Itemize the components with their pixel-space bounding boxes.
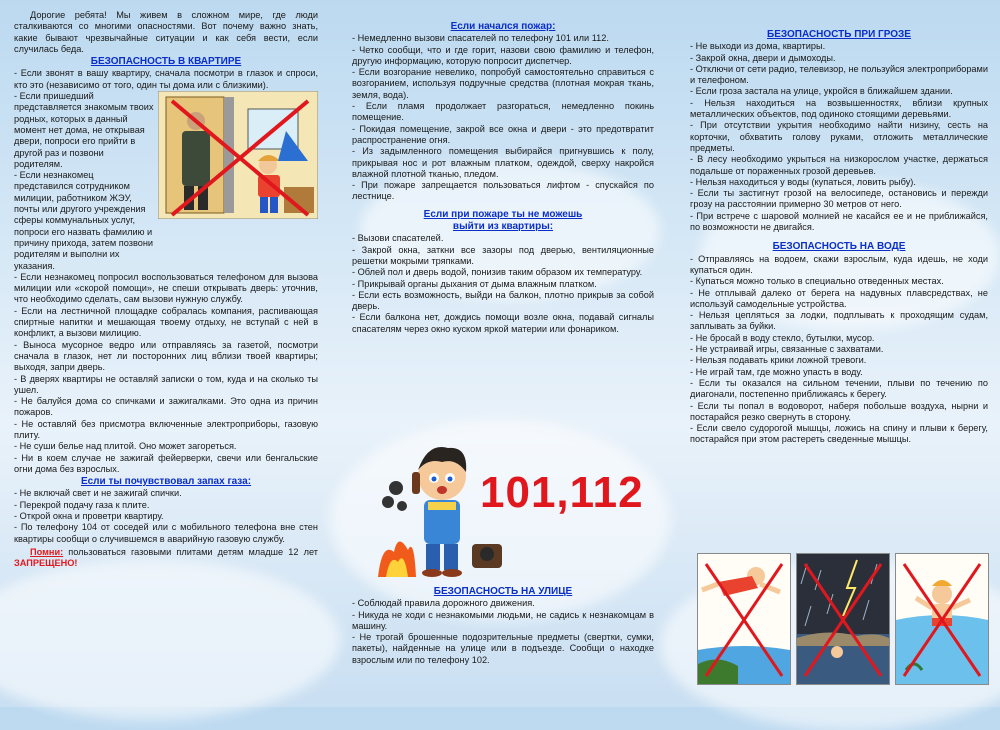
storm-item: - Если гроза застала на улице, укройся в ближайшем здании. — [690, 86, 953, 97]
cant-exit-item: - Вызови спасателей. — [352, 233, 444, 244]
cant-exit-item: - Если балкона нет, дождись помощи возле окна, подавай сигналы спасателям через окно куском яркой материи или фонариком. — [352, 312, 654, 334]
fire-item: - При пожаре запрещается пользоваться лифтом - спускайся по лестнице. — [352, 180, 654, 202]
water-item: - Если ты попал в водоворот, наберя побольше воздуха, нырни и постарайся резко свернуть в сторону. — [690, 400, 988, 422]
remember-label: Помни: — [30, 546, 64, 557]
column-fire-safety — [352, 20, 654, 335]
home-item: - Если незнакомец представился сотрудником милиции, работником ЖЭУ, почты или другого учреждения сферы коммунальных услуг, попроси его назвать фамилию и причину прихода, затем позвони родителям и выполни их указания. — [14, 170, 154, 271]
home-item: - Не суши белье над плитой. Оно может загореться. — [14, 441, 237, 452]
home-item: - Не оставляй без присмотра включенные электроприборы, газовую плиту. — [14, 418, 318, 440]
storm-item: - Если ты застигнут грозой на велосипеде, остановись и пережди грозу на расстоянии примерно 30 метров от него. — [690, 188, 988, 210]
cant-exit-title-line2: выйти из квартиры: — [452, 221, 554, 233]
storm-item: - При встрече с шаровой молнией не касайся ее и не приближайся, по возможности не двигайся. — [690, 210, 988, 233]
fire-item: - Из задымленного помещения выбирайся пригнувшись к полу, прикрывая нос и рот влажным платком, одеждой, сверху накройся влажной плотной тканью, пледом. — [352, 146, 654, 179]
home-item: - Если на лестничной площадке собралась компания, распивающая спиртные напитки и мешающая твоему отдыху, не вступай с ней в конфликт, а вызови милицию. — [14, 305, 318, 339]
home-items-narrow — [14, 91, 154, 272]
swimming-forbidden-picture — [895, 553, 989, 685]
water-item: - Не устраивай игры, связанные с захватами. — [690, 344, 884, 355]
remember-note — [14, 547, 318, 570]
home-items-with-picture — [14, 91, 318, 272]
home-item: - Если звонят в вашу квартиру, сначала посмотри в глазок и спроси, кто это (независимо от того, один ты дома или с близкими). — [14, 68, 318, 90]
water-item: - Купаться можно только в специально отведенных местах. — [690, 276, 944, 287]
storm-item: - Нельзя находиться у воды (купаться, ловить рыбу). — [690, 176, 916, 187]
fire-item: - Немедленно вызови спасателей по телефону 101 или 112. — [352, 33, 609, 44]
home-item: - В дверях квартиры не оставляй записки о том, куда и на сколько ты ушел. — [14, 373, 318, 395]
fire-item: - Четко сообщи, что и где горит, назови свою фамилию и телефон, другую информацию, которую попросит диспетчер. — [352, 44, 654, 66]
storm-on-water-picture — [796, 553, 890, 685]
storm-scene-illustration — [797, 554, 889, 684]
cant-exit-item: - Если есть возможность, выйди на балкон, плотно прикрыв за собой дверь. — [352, 289, 654, 312]
storm-item: - Нельзя находиться на возвышенностях, вблизи крупных металлических объектов, под одиноко стоящими деревьями. — [690, 97, 988, 120]
column-home-safety — [14, 10, 318, 570]
gas-item: - По телефону 104 от соседей или с мобильного телефона вне стен квартиры сообщи о случившемся в аварийную газовую службу. — [14, 522, 318, 544]
storm-title: БЕЗОПАСНОСТЬ ПРИ ГРОЗЕ — [767, 29, 911, 40]
fire-item: - Покидая помещение, закрой все окна и двери - это предотвратит распространение огня. — [352, 123, 654, 145]
home-item: - Ни в коем случае не зажигай фейерверки, свечи или бенгальские огни дома без взрослых. — [14, 452, 318, 474]
gas-item: - Открой окна и проветри квартиру. — [14, 511, 164, 522]
water-item: - Нельзя подавать крики ложной тревоги. — [690, 355, 867, 366]
gas-smell-title: Если ты почувствовал запах газа: — [80, 476, 252, 488]
stranger-at-door-picture — [158, 91, 318, 272]
swimming-scene-illustration — [896, 554, 988, 684]
water-item: - Отправляясь на водоем, скажи взрослым, куда идешь, не ходи купаться один. — [690, 253, 988, 275]
storm-item: - В лесу необходимо укрыться на низкорослом участке, держаться подальше от пораженных грозой деревьев. — [690, 154, 988, 176]
home-item: - Если незнакомец попросил воспользоваться телефоном для вызова милиции или «скорой помощи», не спеши открывать дверь: уточнив, что необходимо сделать, сам вызови нужную службу. — [14, 271, 318, 305]
forbidden-text: ЗАПРЕЩЕНО! — [14, 558, 78, 569]
gas-item: - Не включай свет и не зажигай спички. — [14, 488, 182, 499]
gas-item: - Перекрой подачу газа к плите. — [14, 499, 150, 510]
water-item: - Нельзя цепляться за лодки, подплывать к проходящим судам, заплывать за буйки. — [690, 310, 988, 332]
water-item: - Если ты оказался на сильном течении, плыви по течению по диагонали, постепенно приближаясь к берегу. — [690, 377, 988, 400]
street-title: БЕЗОПАСНОСТЬ НА УЛИЦЕ — [433, 586, 573, 597]
water-item: - Не играй там, где можно упасть в воду. — [690, 366, 863, 377]
cant-exit-item: - Прикрывай органы дыхания от дыма влажным платком. — [352, 278, 597, 289]
street-safety-section — [352, 585, 654, 666]
diving-scene-illustration — [698, 554, 790, 684]
diving-forbidden-picture — [697, 553, 791, 685]
water-item: - Не отплывай далеко от берега на надувных плавсредствах, не используй самодельные устройства. — [690, 287, 988, 309]
door-scene-illustration — [158, 91, 318, 219]
emergency-numbers: 101,112 — [480, 468, 644, 517]
water-title: БЕЗОПАСНОСТЬ НА ВОДЕ — [772, 241, 906, 253]
intro-text: Дорогие ребята! Мы живем в сложном мире, где люди сталкиваются со многими опасностями. Вот почему важно знать, какие бывают чрезвычайные ситуации и как себя вести, если случилась беда. — [14, 10, 318, 54]
fire-item: - Если пламя продолжает разгораться, немедленно покинь помещение. — [352, 101, 654, 123]
fire-title: Если начался пожар: — [450, 21, 556, 32]
home-item: - Выноса мусорное ведро или отправляясь за газетой, посмотри сначала в глазок, нет ли посторонних лиц вблизи твоей квартиры; выходя, запри дверь. — [14, 339, 318, 373]
storm-item: - Отключи от сети радио, телевизор, не пользуйся электроприборами и телефоном. — [690, 63, 988, 86]
home-item: - Если пришедший представляется знакомым твоих родных, которых в данный момент нет дома, не открывая двери, попроси его прийти в другой раз и позвони родителям. — [14, 91, 154, 169]
home-safety-title: БЕЗОПАСНОСТЬ В КВАРТИРЕ — [90, 56, 242, 68]
column-storm-water-safety — [690, 28, 988, 446]
cant-exit-item: - Закрой окна, заткни все зазоры под дверью, вентиляционные решетки мокрыми тряпками. — [352, 244, 654, 266]
cant-exit-item: - Облей пол и дверь водой, понизив таким образом их температуру. — [352, 267, 643, 278]
remember-text: пользоваться газовыми плитами детям младше 12 лет — [63, 546, 318, 557]
water-item: - Если свело судорогой мышцы, ложись на спину и плыви к берегу, постарайся при этом растереть сведенные мышцы. — [690, 423, 988, 445]
cloud — [0, 560, 340, 720]
home-item: - Не балуйся дома со спичками и зажигалками. Это одна из причин пожаров. — [14, 396, 318, 418]
water-item: - Не бросай в воду стекло, бутылки, мусор. — [690, 332, 875, 343]
storm-item: - При отсутствии укрытия необходимо найти низину, сесть на корточки, обхватить голову руками, отложить металлические предметы. — [690, 120, 988, 153]
fire-item: - Если возгорание невелико, попробуй самостоятельно справиться с возгоранием, используя подручные средства (плотная мокрая ткань, земля, вода). — [352, 67, 654, 100]
storm-item: - Не выходи из дома, квартиры. — [690, 41, 826, 52]
storm-item: - Закрой окна, двери и дымоходы. — [690, 52, 836, 63]
street-item: - Никуда не ходи с незнакомыми людьми, не садись к незнакомцам в машину. — [352, 609, 654, 631]
street-item: - Соблюдай правила дорожного движения. — [352, 598, 535, 609]
cant-exit-title-line1: Если при пожаре ты не можешь — [423, 208, 583, 220]
street-item: - Не трогай брошенные подозрительные предметы (свертки, сумки, пакеты), найденные на улице или в подъезде. Сообщи о находке взрослым или по телефону 102. — [352, 632, 654, 665]
